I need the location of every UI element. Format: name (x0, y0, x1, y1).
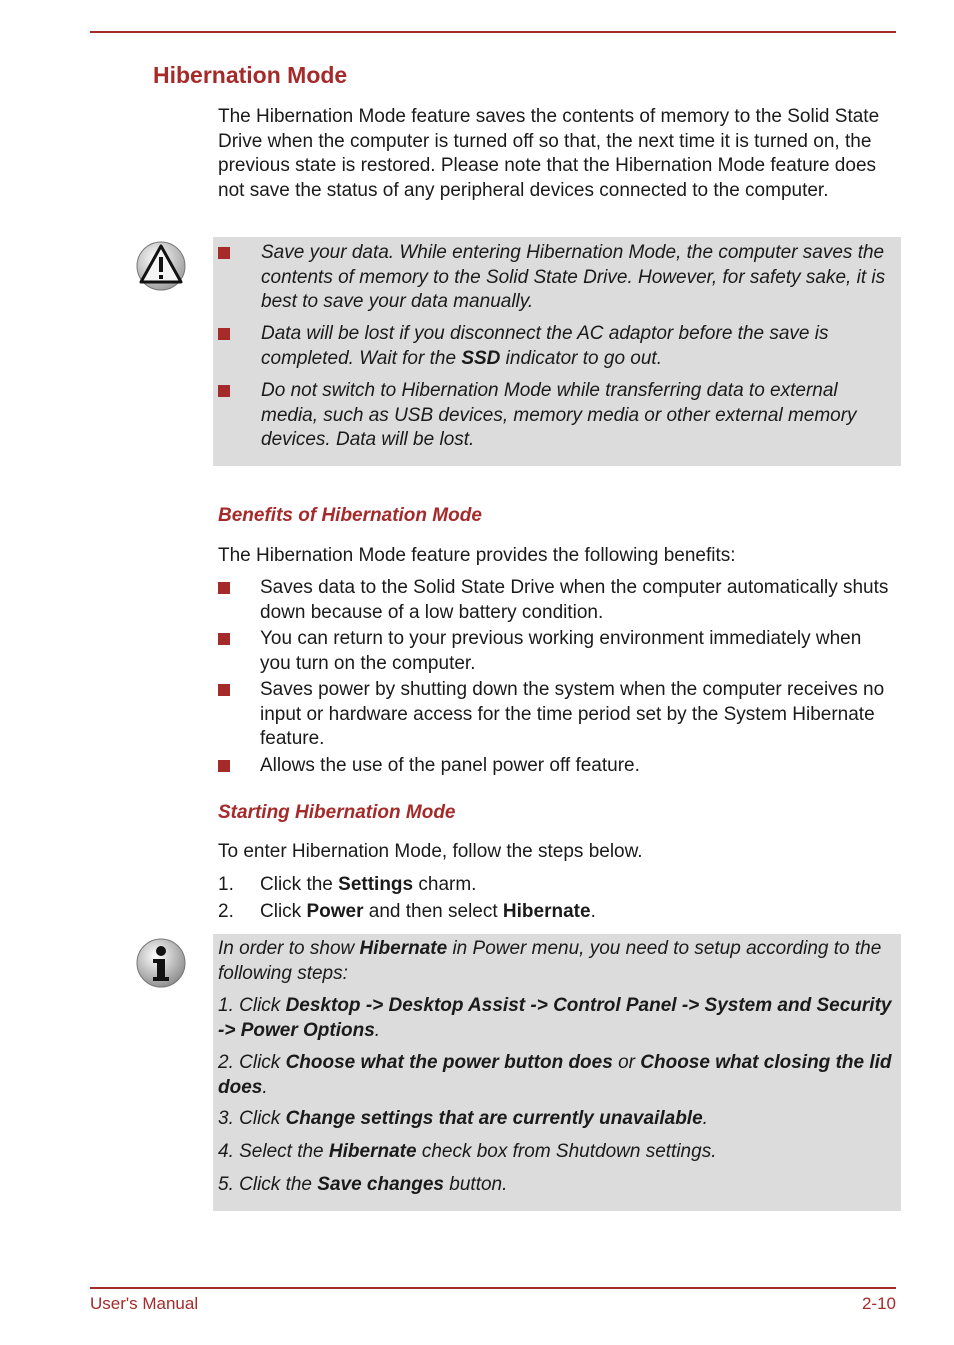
starting-heading: Starting Hibernation Mode (218, 802, 456, 823)
caution-item: Data will be lost if you disconnect the AC adaptor before the save is completed. Wait for the SSD indicator to go out. (261, 323, 829, 369)
bullet-marker (218, 328, 230, 340)
caution-item: Do not switch to Hibernation Mode while transferring data to external media, such as USB devices, memory media or other external memory devices. Data will be lost. (261, 380, 857, 450)
bullet-marker (218, 582, 230, 594)
bullet-marker (218, 385, 230, 397)
note-line: 4. Select the Hibernate check box from Shutdown settings. (218, 1141, 717, 1162)
intro-paragraph: The Hibernation Mode feature saves the contents of memory to the Solid State Drive when the computer is turned off so that, the next time it is turned on, the previous state is restored. Please note that the Hibernation Mode feature does not save the status of any peripheral devices connected to the computer. (218, 106, 880, 201)
note-line: 5. Click the Save changes button. (218, 1174, 508, 1195)
note-line: 3. Click Change settings that are currently unavailable. (218, 1108, 708, 1129)
bullet-marker (218, 247, 230, 259)
warning-icon (136, 240, 186, 292)
benefits-heading: Benefits of Hibernation Mode (218, 505, 482, 526)
section-title: Hibernation Mode (153, 62, 348, 88)
benefits-intro: The Hibernation Mode feature provides the following benefits: (218, 545, 736, 566)
bullet-marker (218, 684, 230, 696)
caution-box (213, 237, 901, 466)
info-icon (136, 938, 186, 988)
note-line: In order to show Hibernate in Power menu, you need to setup according to the following steps: (218, 938, 882, 984)
caution-item: Save your data. While entering Hibernation Mode, the computer saves the contents of memory to the Solid State Drive. However, for safety sake, it is best to save your data manually. (261, 242, 886, 312)
bullet-marker (218, 633, 230, 645)
bullet-marker (218, 760, 230, 772)
header-rule (90, 31, 896, 33)
note-box (213, 934, 901, 1211)
footer-title: User's Manual (90, 1294, 199, 1313)
note-line: 1. Click Desktop -> Desktop Assist -> Control Panel -> System and Security -> Power Options. (218, 995, 892, 1041)
footer-rule (90, 1287, 896, 1289)
page-number: 2-10 (861, 1294, 896, 1313)
note-line: 2. Click Choose what the power button does or Choose what closing the lid does. (218, 1052, 892, 1098)
starting-intro: To enter Hibernation Mode, follow the steps below. (218, 841, 643, 862)
